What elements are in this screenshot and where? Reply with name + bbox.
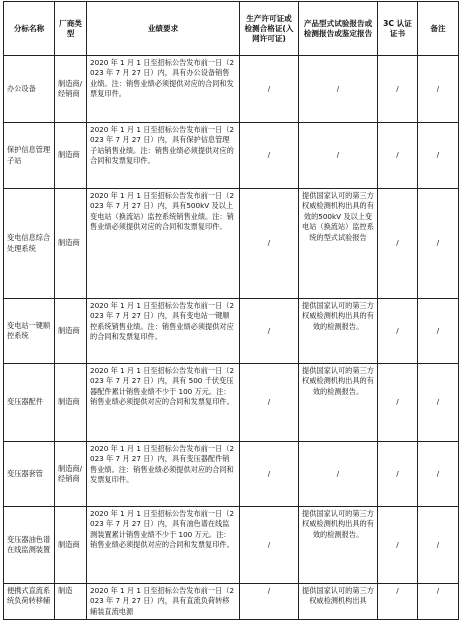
ccc-cell: / xyxy=(378,507,418,584)
type-test-cell: 提供国家认可的第三方权威检测机构出具的有效的检测报告。 xyxy=(299,507,378,584)
category-cell: 变电信息综合处理系统 xyxy=(4,189,55,299)
requirement-cell: 2020 年 1 月 1 日至招标公告发布前一日（2023 年 7 月 27 日）内，具有办公设备销售业绩。注：销售业绩必须提供对应的合同和发票复印件。 xyxy=(87,56,240,123)
remarks-cell: / xyxy=(418,299,459,364)
category-cell: 变电站一键顺控系统 xyxy=(4,299,55,364)
header-category: 分标名称 xyxy=(4,2,55,56)
type-test-cell: 提供国家认可的第三方权威检测机构出具 xyxy=(299,584,378,620)
ccc-cell: / xyxy=(378,189,418,299)
category-cell: 变压器配件 xyxy=(4,364,55,442)
type-test-cell: / xyxy=(299,123,378,189)
type-test-cell: 提供国家认可的第三方权威检测机构出具的有效的500kV 及以上变电站（换流站）监控系统的型式试验报告 xyxy=(299,189,378,299)
category-cell: 变压器套管 xyxy=(4,442,55,507)
table-row xyxy=(4,584,459,620)
vendor-type-cell: 制造商 xyxy=(55,123,87,189)
category-cell: 保护信息管理子站 xyxy=(4,123,55,189)
vendor-type-cell: 制造商 xyxy=(55,364,87,442)
type-test-cell: 提供国家认可的第三方权威检测机构出具的有效的检测报告。 xyxy=(299,364,378,442)
remarks-cell: / xyxy=(418,364,459,442)
table-row xyxy=(4,299,459,364)
remarks-cell: / xyxy=(418,123,459,189)
vendor-type-cell: 制造商 xyxy=(55,507,87,584)
category-cell: 便携式直流系统负荷转移辅 xyxy=(4,584,55,620)
header-type-test: 产品型式试验报告或检测报告或鉴定报告 xyxy=(299,2,378,56)
license-cell: / xyxy=(240,299,299,364)
vendor-type-cell: 制造 xyxy=(55,584,87,620)
type-test-cell: / xyxy=(299,56,378,123)
header-ccc: 3C 认证证书 xyxy=(378,2,418,56)
ccc-cell: / xyxy=(378,364,418,442)
table-row xyxy=(4,123,459,189)
requirement-cell: 2020 年 1 月 1 日至招标公告发布前一日（2023 年 7 月 27 日）内，具有保护信息管理子站销售业绩。注：销售业绩必须提供对应的合同和发票复印件。 xyxy=(87,123,240,189)
requirement-cell: 2020 年 1 月 1 日至招标公告发布前一日（2023 年 7 月 27 日）内，具有 500 千伏变压器配件累计销售业绩不少于 100 万元。注：销售业绩必须提供对应的合同和发票复印件。 xyxy=(87,364,240,442)
vendor-type-cell: 制造商 xyxy=(55,299,87,364)
license-cell: / xyxy=(240,123,299,189)
vendor-type-cell: 制造商 xyxy=(55,189,87,299)
table-row xyxy=(4,507,459,584)
remarks-cell: / xyxy=(418,507,459,584)
remarks-cell: / xyxy=(418,442,459,507)
type-test-cell: / xyxy=(299,442,378,507)
vendor-type-cell: 制造商/经销商 xyxy=(55,56,87,123)
ccc-cell: / xyxy=(378,584,418,620)
ccc-cell: / xyxy=(378,299,418,364)
license-cell: / xyxy=(240,442,299,507)
requirement-cell: 2020 年 1 月 1 日至招标公告发布前一日（2023 年 7 月 27 日）内，具有变压器配件销售业绩。注：销售业绩必须提供对应的合同和发票复印件。 xyxy=(87,442,240,507)
table-row xyxy=(4,56,459,123)
table-row xyxy=(4,364,459,442)
header-row xyxy=(4,2,459,56)
header-performance: 业绩要求 xyxy=(87,2,240,56)
remarks-cell: / xyxy=(418,584,459,620)
qualification-table xyxy=(3,1,459,620)
table-row xyxy=(4,442,459,507)
license-cell: / xyxy=(240,56,299,123)
header-vendor-type: 厂商类型 xyxy=(55,2,87,56)
license-cell: / xyxy=(240,189,299,299)
ccc-cell: / xyxy=(378,442,418,507)
category-cell: 变压器油色谱在线监测装置 xyxy=(4,507,55,584)
header-license: 生产许可证或检测合格证(入网许可证) xyxy=(240,2,299,56)
table-row xyxy=(4,189,459,299)
requirement-cell: 2020 年 1 月 1 日至招标公告发布前一日（2023 年 7 月 27 日）内，具有油色谱在线监测装置累计销售业绩不少于 100 万元。注：销售业绩必须提供对应的合同和发票复印件。 xyxy=(87,507,240,584)
remarks-cell: / xyxy=(418,189,459,299)
license-cell: / xyxy=(240,364,299,442)
header-remarks: 备注 xyxy=(418,2,459,56)
ccc-cell: / xyxy=(378,123,418,189)
license-cell: / xyxy=(240,507,299,584)
remarks-cell: / xyxy=(418,56,459,123)
category-cell: 办公设备 xyxy=(4,56,55,123)
requirement-cell: 2020 年 1 月 1 日至招标公告发布前一日（2023 年 7 月 27 日）内，具有500kV 及以上变电站（换流站）监控系统销售业绩。注：销售业绩必须提供对应的合同和发票复印件。 xyxy=(87,189,240,299)
type-test-cell: 提供国家认可的第三方权威检测机构出具的有效的检测报告。 xyxy=(299,299,378,364)
vendor-type-cell: 制造商/经销商 xyxy=(55,442,87,507)
requirement-cell: 2020 年 1 月 1 日至招标公告发布前一日（2023 年 7 月 27 日）内，具有直流负荷转移辅装直流电源 xyxy=(87,584,240,620)
requirement-cell: 2020 年 1 月 1 日至招标公告发布前一日（2023 年 7 月 27 日）内，具有变电站一键顺控系统销售业绩。注：销售业绩必须提供对应的合同和发票复印件。 xyxy=(87,299,240,364)
license-cell: / xyxy=(240,584,299,620)
ccc-cell: / xyxy=(378,56,418,123)
